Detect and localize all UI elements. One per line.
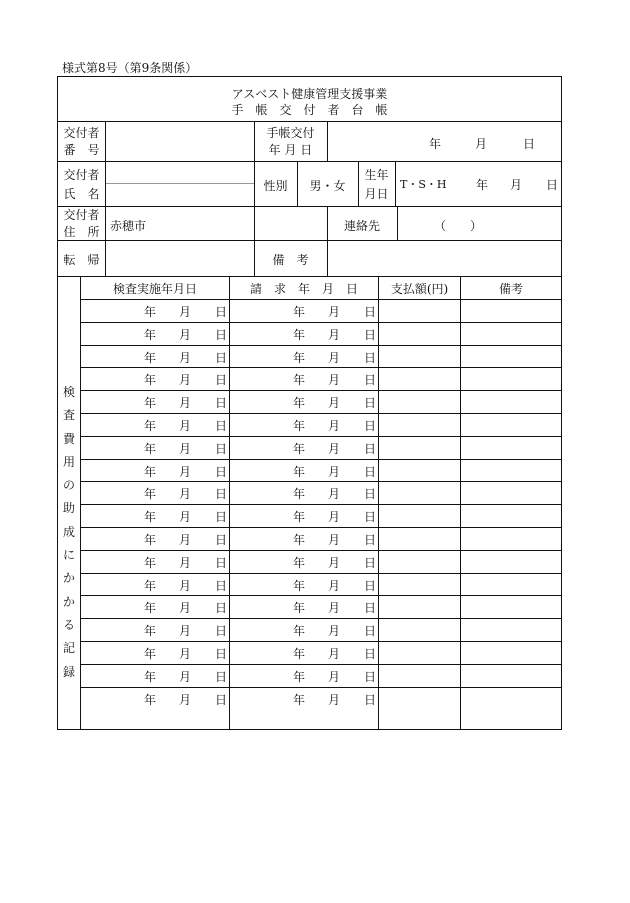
exam-year: 年 — [144, 601, 157, 616]
exam-year: 年 — [144, 578, 157, 593]
claim-year: 年 — [293, 350, 306, 365]
exam-year: 年 — [144, 692, 157, 707]
claim-day: 日 — [364, 396, 377, 411]
remarks-cell[interactable] — [461, 688, 561, 710]
ledger-form — [57, 76, 562, 730]
side-label-char: 記 — [62, 641, 75, 656]
records-side-label — [62, 381, 76, 684]
claim-month: 月 — [328, 305, 341, 319]
col-exam-date: 検査実施年月日 — [112, 282, 197, 296]
claim-year: 年 — [293, 419, 306, 433]
exam-day: 日 — [215, 555, 228, 570]
exam-year: 年 — [144, 669, 157, 684]
exam-month: 月 — [179, 555, 192, 570]
claim-month: 月 — [328, 487, 341, 502]
exam-year: 年 — [144, 396, 157, 411]
payment-cell[interactable] — [379, 300, 460, 322]
payment-cell[interactable] — [379, 505, 460, 527]
remarks-cell[interactable] — [461, 346, 561, 368]
claim-month: 月 — [328, 350, 341, 365]
exam-day: 日 — [215, 578, 228, 593]
issue-date-field[interactable]: 年 月 日 — [429, 137, 536, 151]
exam-day: 日 — [215, 373, 228, 388]
claim-year: 年 — [293, 327, 306, 342]
payment-cell[interactable] — [379, 688, 460, 710]
remarks-cell[interactable] — [461, 665, 561, 687]
exam-year: 年 — [144, 533, 157, 547]
remarks-field[interactable] — [328, 241, 561, 276]
exam-day: 日 — [215, 601, 228, 616]
claim-month: 月 — [328, 464, 341, 479]
remarks-cell[interactable] — [461, 528, 561, 550]
birth-date-field[interactable]: T・S・H 年 月 日 — [400, 178, 559, 192]
side-label-char: か — [62, 594, 75, 609]
payment-cell[interactable] — [379, 414, 460, 436]
claim-month: 月 — [328, 441, 341, 456]
exam-month: 月 — [179, 487, 192, 502]
exam-year: 年 — [144, 624, 157, 639]
claim-year: 年 — [293, 601, 306, 616]
exam-month: 月 — [179, 692, 192, 707]
side-label-char: 録 — [62, 664, 75, 679]
payment-cell[interactable] — [379, 482, 460, 504]
claim-month: 月 — [328, 624, 341, 639]
claim-year: 年 — [293, 692, 306, 707]
claim-year: 年 — [293, 464, 306, 479]
exam-year: 年 — [144, 327, 157, 342]
exam-day: 日 — [215, 305, 228, 319]
claim-month: 月 — [328, 396, 341, 411]
remarks-cell[interactable] — [461, 391, 561, 413]
payment-cell[interactable] — [379, 574, 460, 596]
form-number: 様式第8号（第9条関係） — [62, 61, 198, 75]
exam-month: 月 — [179, 464, 192, 479]
birth-label: 生年 月日 — [364, 168, 389, 201]
contact-value[interactable]: （ ） — [434, 219, 483, 233]
address-value[interactable]: 赤穂市 — [110, 219, 147, 233]
exam-month: 月 — [179, 601, 192, 616]
exam-year: 年 — [144, 487, 157, 502]
claim-year: 年 — [293, 441, 306, 456]
payment-cell[interactable] — [379, 528, 460, 550]
exam-month: 月 — [179, 419, 192, 433]
issue-date-label: 手帳交付 年 月 日 — [266, 126, 315, 157]
side-label-char: 費 — [62, 431, 75, 446]
exam-month: 月 — [179, 396, 192, 411]
exam-day: 日 — [215, 510, 228, 525]
claim-day: 日 — [364, 441, 377, 456]
exam-year: 年 — [144, 555, 157, 570]
remarks-cell[interactable] — [461, 323, 561, 345]
exam-year: 年 — [144, 510, 157, 525]
remarks-cell[interactable] — [461, 551, 561, 573]
issue-number-label: 交付者 番 号 — [63, 126, 100, 157]
claim-day: 日 — [364, 578, 377, 593]
payment-cell[interactable] — [379, 368, 460, 390]
side-label-char: 検 — [62, 385, 75, 399]
exam-year: 年 — [144, 464, 157, 479]
claim-month: 月 — [328, 578, 341, 593]
exam-year: 年 — [144, 441, 157, 456]
side-label-char: か — [62, 571, 75, 586]
exam-month: 月 — [179, 533, 192, 547]
remarks-cell[interactable] — [461, 619, 561, 641]
claim-year: 年 — [293, 487, 306, 502]
side-label-char: の — [62, 478, 75, 493]
claim-year: 年 — [293, 647, 306, 661]
payment-cell[interactable] — [379, 323, 460, 345]
col-claim-date: 請 求 年 月 日 — [249, 282, 358, 296]
exam-month: 月 — [179, 327, 192, 342]
claim-month: 月 — [328, 510, 341, 525]
col-payment: 支払額(円) — [390, 282, 449, 296]
side-label-char: 成 — [62, 524, 75, 539]
exam-month: 月 — [179, 669, 192, 684]
exam-month: 月 — [179, 373, 192, 388]
exam-day: 日 — [215, 441, 228, 456]
transfer-label: 転 帰 — [63, 253, 100, 267]
remarks-cell[interactable] — [461, 300, 561, 322]
remarks-cell[interactable] — [461, 368, 561, 390]
remarks-cell[interactable] — [461, 505, 561, 527]
claim-day: 日 — [364, 692, 377, 707]
exam-day: 日 — [215, 396, 228, 411]
claim-day: 日 — [364, 373, 377, 388]
exam-day: 日 — [215, 669, 228, 684]
sex-label: 性別 — [263, 179, 288, 193]
exam-day: 日 — [215, 350, 228, 365]
claim-day: 日 — [364, 305, 377, 319]
claim-day: 日 — [364, 419, 377, 433]
remarks-cell[interactable] — [461, 460, 561, 482]
payment-cell[interactable] — [379, 460, 460, 482]
claim-year: 年 — [293, 669, 306, 684]
exam-year: 年 — [144, 647, 157, 661]
claim-month: 月 — [328, 647, 341, 661]
claim-month: 月 — [328, 601, 341, 616]
side-label-char: る — [62, 617, 75, 632]
exam-day: 日 — [215, 327, 228, 342]
payment-cell[interactable] — [379, 596, 460, 618]
claim-year: 年 — [293, 373, 306, 388]
exam-year: 年 — [144, 350, 157, 365]
exam-month: 月 — [179, 350, 192, 365]
exam-day: 日 — [215, 464, 228, 479]
exam-day: 日 — [215, 692, 228, 707]
payment-cell[interactable] — [379, 437, 460, 459]
claim-month: 月 — [328, 555, 341, 570]
claim-day: 日 — [364, 327, 377, 342]
side-label-char: 査 — [62, 408, 75, 423]
claim-day: 日 — [364, 487, 377, 502]
side-label-char: に — [62, 548, 75, 563]
remarks-cell[interactable] — [461, 596, 561, 618]
claim-month: 月 — [328, 373, 341, 388]
claim-day: 日 — [364, 601, 377, 616]
claim-year: 年 — [293, 510, 306, 525]
side-label-char: 助 — [62, 501, 75, 516]
exam-year: 年 — [144, 419, 157, 433]
exam-day: 日 — [215, 624, 228, 639]
claim-year: 年 — [293, 624, 306, 639]
exam-month: 月 — [179, 647, 192, 661]
exam-year: 年 — [144, 305, 157, 319]
remarks-cell[interactable] — [461, 642, 561, 664]
claim-month: 月 — [328, 533, 341, 547]
sex-options[interactable]: 男・女 — [309, 179, 346, 193]
claim-day: 日 — [364, 510, 377, 525]
claim-day: 日 — [364, 555, 377, 570]
payment-cell[interactable] — [379, 551, 460, 573]
claim-year: 年 — [293, 305, 306, 319]
transfer-field[interactable] — [106, 241, 253, 276]
payment-cell[interactable] — [379, 346, 460, 368]
payment-cell[interactable] — [379, 665, 460, 687]
claim-month: 月 — [328, 419, 341, 433]
exam-day: 日 — [215, 647, 228, 661]
claim-month: 月 — [328, 692, 341, 707]
claim-day: 日 — [364, 533, 377, 547]
payment-cell[interactable] — [379, 642, 460, 664]
exam-month: 月 — [179, 624, 192, 639]
claim-day: 日 — [364, 647, 377, 661]
exam-month: 月 — [179, 441, 192, 456]
exam-day: 日 — [215, 533, 228, 547]
name-label: 交付者 氏 名 — [63, 168, 100, 201]
era-options: T・S・H — [400, 178, 447, 191]
title-line-2: 手 帳 交 付 者 台 帳 — [231, 103, 388, 117]
side-label-char: 用 — [62, 454, 75, 469]
col-remarks: 備考 — [498, 282, 523, 296]
exam-month: 月 — [179, 510, 192, 525]
remarks-cell[interactable] — [461, 574, 561, 596]
claim-day: 日 — [364, 350, 377, 365]
claim-month: 月 — [328, 669, 341, 684]
claim-day: 日 — [364, 464, 377, 479]
payment-cell[interactable] — [379, 619, 460, 641]
remarks-cell[interactable] — [461, 482, 561, 504]
claim-year: 年 — [293, 396, 306, 411]
claim-year: 年 — [293, 578, 306, 593]
claim-month: 月 — [328, 327, 341, 342]
exam-month: 月 — [179, 305, 192, 319]
name-field[interactable] — [106, 162, 253, 206]
title-line-1: アスベスト健康管理支援事業 — [231, 87, 388, 101]
claim-year: 年 — [293, 533, 306, 547]
payment-cell[interactable] — [379, 391, 460, 413]
exam-year: 年 — [144, 373, 157, 388]
claim-day: 日 — [364, 669, 377, 684]
exam-day: 日 — [215, 419, 228, 433]
exam-day: 日 — [215, 487, 228, 502]
claim-year: 年 — [293, 555, 306, 570]
remarks-cell[interactable] — [461, 437, 561, 459]
contact-label: 連絡先 — [343, 219, 380, 233]
exam-month: 月 — [179, 578, 192, 593]
issue-number-field[interactable] — [106, 122, 253, 161]
remarks-label: 備 考 — [272, 253, 309, 267]
remarks-cell[interactable] — [461, 414, 561, 436]
address-label: 交付者 住 所 — [63, 208, 100, 239]
claim-day: 日 — [364, 624, 377, 639]
